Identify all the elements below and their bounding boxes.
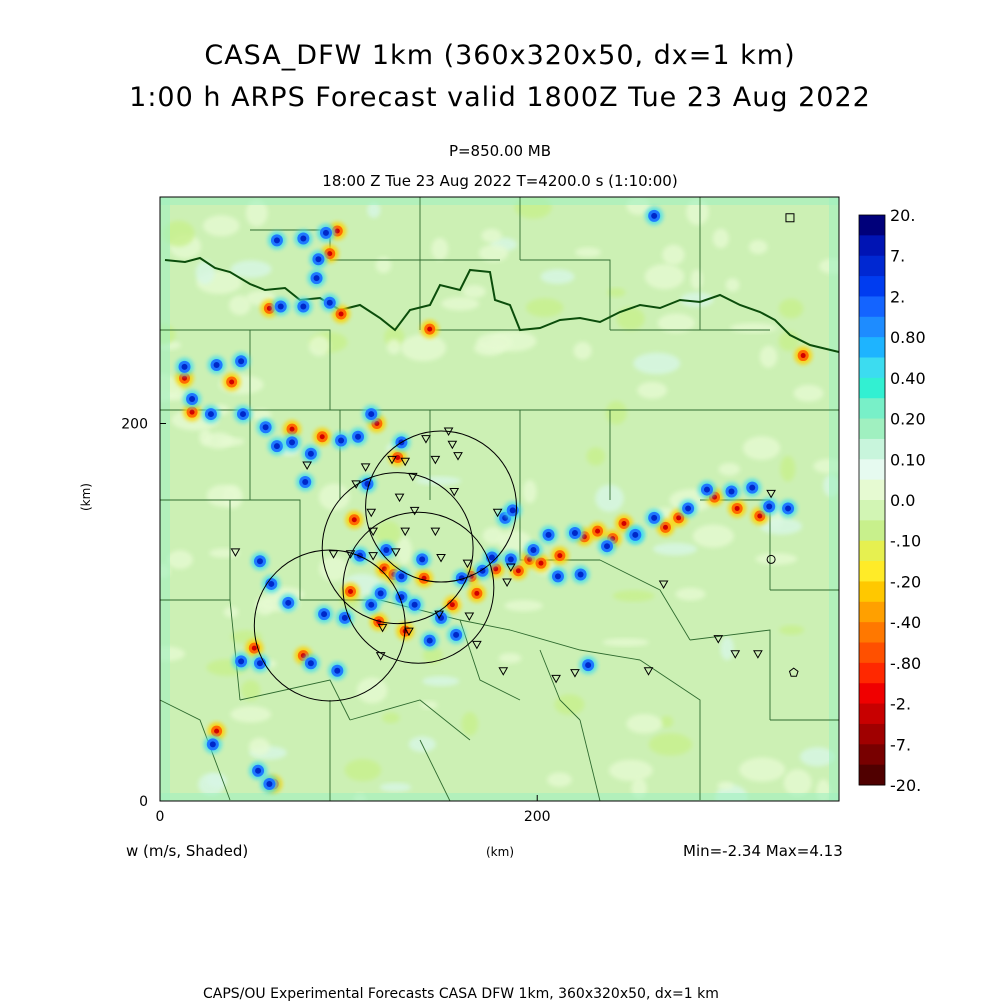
updraft-core <box>327 300 333 306</box>
texture-patch <box>613 590 655 601</box>
updraft-core <box>268 581 274 587</box>
texture-patch <box>633 353 680 375</box>
updraft-core <box>240 411 246 417</box>
texture-patch <box>479 245 509 262</box>
texture-patch <box>382 712 400 723</box>
texture-patch <box>574 342 592 360</box>
texture-patch <box>717 782 733 790</box>
colorbar-swatch <box>859 358 885 379</box>
colorbar-label: -.20 <box>890 572 922 592</box>
updraft-core <box>604 543 610 549</box>
texture-patch <box>693 525 734 548</box>
downdraft-core <box>320 434 325 439</box>
texture-patch <box>755 553 797 565</box>
colorbar-swatch <box>859 581 885 602</box>
texture-patch <box>504 600 542 611</box>
texture-patch <box>719 463 741 476</box>
colorbar-label: -.40 <box>890 613 922 633</box>
updraft-core <box>274 443 280 449</box>
texture-patch <box>481 229 501 243</box>
texture-patch <box>626 714 662 734</box>
updraft-core <box>368 602 374 608</box>
texture-patch <box>199 429 211 446</box>
colorbar-swatch <box>859 276 885 297</box>
y-tick-label: 0 <box>139 794 148 810</box>
updraft-core <box>257 558 263 564</box>
downdraft-core <box>214 729 219 734</box>
updraft-core <box>530 547 536 553</box>
texture-patch <box>401 334 446 361</box>
colorbar-label: -2. <box>890 694 912 714</box>
edge-band-right <box>829 197 839 801</box>
downdraft-core <box>352 517 357 522</box>
downdraft-core <box>676 515 681 520</box>
colorbar-swatch <box>859 480 885 501</box>
texture-patch <box>609 760 653 781</box>
downdraft-core <box>557 553 562 558</box>
texture-patch <box>523 480 537 503</box>
updraft-core <box>453 632 459 638</box>
downdraft-core <box>538 561 543 566</box>
texture-patch <box>229 295 251 315</box>
colorbar-swatch <box>859 439 885 460</box>
texture-patch <box>477 333 513 352</box>
x-tick-label: 0 <box>155 809 165 825</box>
chart-title-line2: 1:00 h ARPS Forecast valid 1800Z Tue 23 Aug 2022 <box>129 82 871 113</box>
texture-patch <box>167 550 193 569</box>
colorbar-label: 0.20 <box>890 409 926 429</box>
updraft-core <box>632 532 638 538</box>
colorbar-label: 0.10 <box>890 450 926 470</box>
colorbar-swatch <box>859 724 885 745</box>
colorbar-swatch <box>859 765 885 786</box>
downdraft-core <box>190 410 195 415</box>
downdraft-core <box>427 327 432 332</box>
colorbar-swatch <box>859 419 885 440</box>
updraft-core <box>266 781 272 787</box>
texture-patch <box>780 456 795 482</box>
x-axis-unit: (km) <box>486 845 515 859</box>
updraft-core <box>334 668 340 674</box>
updraft-core <box>300 236 306 242</box>
updraft-core <box>255 768 261 774</box>
texture-patch <box>794 385 824 402</box>
texture-patch <box>649 733 692 756</box>
updraft-core <box>308 660 314 666</box>
texture-patch <box>422 676 459 686</box>
min-max-readout: Min=-2.34 Max=4.13 <box>683 842 843 860</box>
downdraft-core <box>182 376 187 381</box>
texture-patch <box>462 712 479 736</box>
updraft-core <box>412 602 418 608</box>
texture-patch <box>606 401 627 425</box>
texture-patch <box>691 269 703 289</box>
texture-patch <box>230 706 271 722</box>
colorbar-swatch <box>859 663 885 684</box>
texture-patch <box>345 759 382 781</box>
updraft-core <box>398 573 404 579</box>
texture-patch <box>441 297 479 310</box>
updraft-core <box>278 303 284 309</box>
updraft-core <box>285 600 291 606</box>
updraft-core <box>508 556 514 562</box>
colorbar-swatch <box>859 622 885 643</box>
texture-patch <box>653 543 697 556</box>
colorbar-swatch <box>859 378 885 399</box>
updraft-core <box>685 505 691 511</box>
valid-time: 18:00 Z Tue 23 Aug 2022 T=4200.0 s (1:10:00) <box>322 172 678 190</box>
downdraft-core <box>267 306 272 311</box>
colorbar-swatch <box>859 683 885 704</box>
texture-patch <box>357 678 388 704</box>
colorbar-label: 2. <box>890 287 906 307</box>
updraft-core <box>214 362 220 368</box>
edge-band-top <box>160 197 839 205</box>
colorbar-swatch <box>859 317 885 338</box>
updraft-core <box>383 547 389 553</box>
updraft-core <box>182 364 188 370</box>
downdraft-core <box>252 646 257 651</box>
x-tick-label: 200 <box>523 809 551 825</box>
colorbar-swatch <box>859 704 885 725</box>
texture-patch <box>586 447 605 465</box>
colorbar-swatch <box>859 602 885 623</box>
updraft-core <box>510 507 516 513</box>
downdraft-core <box>801 353 806 358</box>
texture-patch <box>603 638 649 646</box>
downdraft-core <box>290 427 295 432</box>
updraft-core <box>419 556 425 562</box>
downdraft-core <box>757 513 762 518</box>
updraft-core <box>555 573 561 579</box>
updraft-core <box>238 358 244 364</box>
updraft-core <box>321 611 327 617</box>
y-tick-label: 200 <box>121 416 148 433</box>
texture-patch <box>616 307 644 330</box>
colorbar-label: 0.0 <box>890 491 916 510</box>
updraft-core <box>300 303 306 309</box>
updraft-core <box>308 451 314 457</box>
texture-patch <box>779 625 804 635</box>
colorbar-swatch <box>859 744 885 765</box>
texture-patch <box>207 773 227 787</box>
updraft-core <box>315 256 321 262</box>
colorbar-swatch <box>859 256 885 277</box>
texture-patch <box>675 588 705 601</box>
texture-patch <box>218 437 244 446</box>
colorbar-swatch <box>859 643 885 664</box>
updraft-core <box>189 396 195 402</box>
texture-patch <box>431 238 448 260</box>
texture-patch <box>309 336 330 356</box>
texture-patch <box>784 769 812 796</box>
texture-patch <box>196 261 215 285</box>
colorbar-swatch <box>859 459 885 480</box>
texture-patch <box>547 772 572 786</box>
texture-patch <box>203 215 240 236</box>
updraft-core <box>378 590 384 596</box>
downdraft-core <box>450 602 455 607</box>
texture-patch <box>726 278 740 292</box>
colorbar-label: 0.40 <box>890 368 926 388</box>
texture-patch <box>720 636 734 660</box>
texture-patch <box>661 716 674 728</box>
y-axis-unit: (km) <box>79 482 94 512</box>
updraft-core <box>766 504 772 510</box>
texture-patch <box>779 299 803 319</box>
colorbar-swatch <box>859 296 885 317</box>
updraft-core <box>355 434 361 440</box>
downdraft-core <box>516 568 521 573</box>
colorbar-label: 20. <box>890 206 916 225</box>
pressure-level: P=850.00 MB <box>448 142 552 160</box>
footer-credit: CAPS/OU Experimental Forecasts CASA DFW 1km, 360x320x50, dx=1 km <box>203 986 719 1002</box>
updraft-core <box>257 660 263 666</box>
texture-patch <box>423 647 443 664</box>
colorbar-label: -.80 <box>890 653 922 673</box>
colorbar-swatch <box>859 561 885 582</box>
texture-patch <box>541 269 575 284</box>
colorbar-label: -20. <box>890 776 922 795</box>
colorbar-swatch <box>859 398 885 419</box>
updraft-core <box>274 237 280 243</box>
updraft-core <box>785 505 791 511</box>
texture-patch <box>743 436 780 460</box>
updraft-core <box>546 532 552 538</box>
texture-patch <box>249 738 270 756</box>
texture-patch <box>645 264 685 289</box>
texture-patch <box>739 758 785 782</box>
downdraft-core <box>493 566 498 571</box>
colorbar-swatch <box>859 500 885 521</box>
updraft-core <box>338 437 344 443</box>
colorbar-label: 7. <box>890 246 906 266</box>
downdraft-core <box>474 591 479 596</box>
texture-patch <box>380 783 411 792</box>
updraft-core <box>651 515 657 521</box>
field-label: w (m/s, Shaded) <box>126 842 249 860</box>
updraft-core <box>427 638 433 644</box>
edge-band-bottom <box>160 793 839 801</box>
texture-patch <box>376 257 392 273</box>
texture-patch <box>760 346 778 368</box>
updraft-core <box>578 572 584 578</box>
updraft-core <box>208 411 214 417</box>
texture-patch <box>526 298 563 317</box>
colorbar-swatch <box>859 541 885 562</box>
colorbar-label: -.10 <box>890 531 922 551</box>
texture-patch <box>713 229 729 249</box>
texture-patch <box>251 409 272 420</box>
texture-patch <box>209 548 239 558</box>
downdraft-core <box>621 521 626 526</box>
downdraft-core <box>339 312 344 317</box>
updraft-core <box>704 487 710 493</box>
texture-patch <box>499 653 522 663</box>
texture-patch <box>730 323 777 333</box>
updraft-core <box>728 488 734 494</box>
colorbar-swatch <box>859 337 885 358</box>
colorbar-label: -7. <box>890 735 912 755</box>
station-triangle <box>850 624 858 631</box>
downdraft-core <box>335 228 340 233</box>
texture-patch <box>387 339 401 354</box>
updraft-core <box>651 213 657 219</box>
colorbar-swatch <box>859 520 885 541</box>
updraft-core <box>749 485 755 491</box>
texture-patch <box>595 485 624 512</box>
chart-title-line1: CASA_DFW 1km (360x320x50, dx=1 km) <box>204 40 796 71</box>
updraft-core <box>289 439 295 445</box>
updraft-core <box>263 424 269 430</box>
texture-patch <box>207 485 239 507</box>
updraft-core <box>210 741 216 747</box>
downdraft-core <box>663 525 668 530</box>
texture-patch <box>662 245 684 265</box>
downdraft-core <box>595 529 600 534</box>
colorbar <box>859 206 926 795</box>
updraft-core <box>342 615 348 621</box>
downdraft-core <box>348 589 353 594</box>
downdraft-core <box>327 251 332 256</box>
updraft-core <box>368 411 374 417</box>
edge-band-left <box>160 197 170 801</box>
downdraft-core <box>229 379 234 384</box>
colorbar-label: 0.80 <box>890 328 926 348</box>
texture-patch <box>749 240 768 254</box>
updraft-core <box>323 230 329 236</box>
texture-patch <box>463 285 486 298</box>
downdraft-core <box>735 506 740 511</box>
updraft-core <box>314 275 320 281</box>
colorbar-swatch <box>859 215 885 236</box>
station-circle <box>841 731 849 739</box>
updraft-core <box>585 662 591 668</box>
colorbar-swatch <box>859 235 885 256</box>
texture-patch <box>637 382 667 399</box>
texture-patch <box>575 247 601 257</box>
updraft-core <box>238 658 244 664</box>
updraft-core <box>302 479 308 485</box>
updraft-core <box>572 530 578 536</box>
